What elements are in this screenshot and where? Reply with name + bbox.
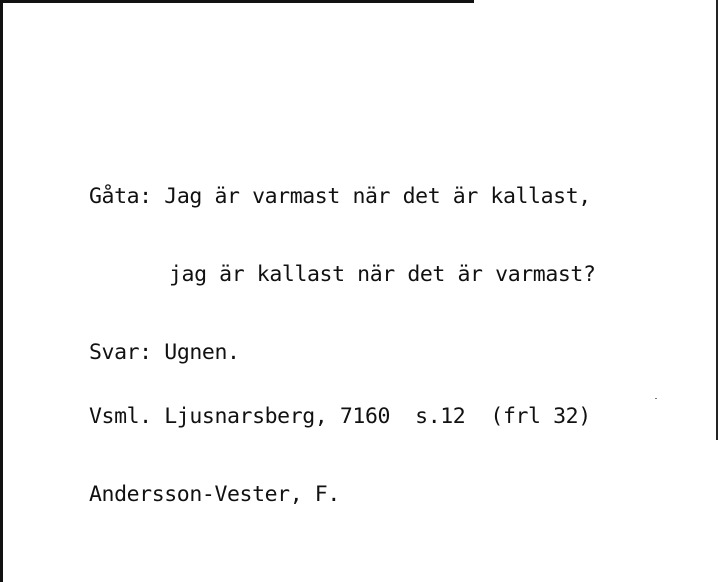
question-text-line-1: Jag är varmast när det är kallast,	[164, 184, 591, 209]
scan-speck	[655, 398, 657, 399]
source-block	[89, 352, 591, 560]
source-line-2: Andersson-Vester, F.	[89, 482, 340, 507]
riddle-question-line-1	[89, 184, 596, 210]
answer-text: Ugnen.	[164, 340, 240, 365]
source-line-1: Vsml. Ljusnarsberg, 7160 s.12 (frl 32)	[89, 404, 591, 429]
scan-edge-right	[716, 0, 718, 440]
question-label: Gåta:	[89, 184, 152, 209]
scan-edge-top	[0, 0, 474, 3]
question-text-line-2: jag är kallast när det är varmast?	[169, 262, 596, 287]
answer-label: Svar:	[89, 340, 152, 365]
scan-edge-left	[0, 0, 3, 582]
riddle-question-line-2	[89, 262, 596, 288]
